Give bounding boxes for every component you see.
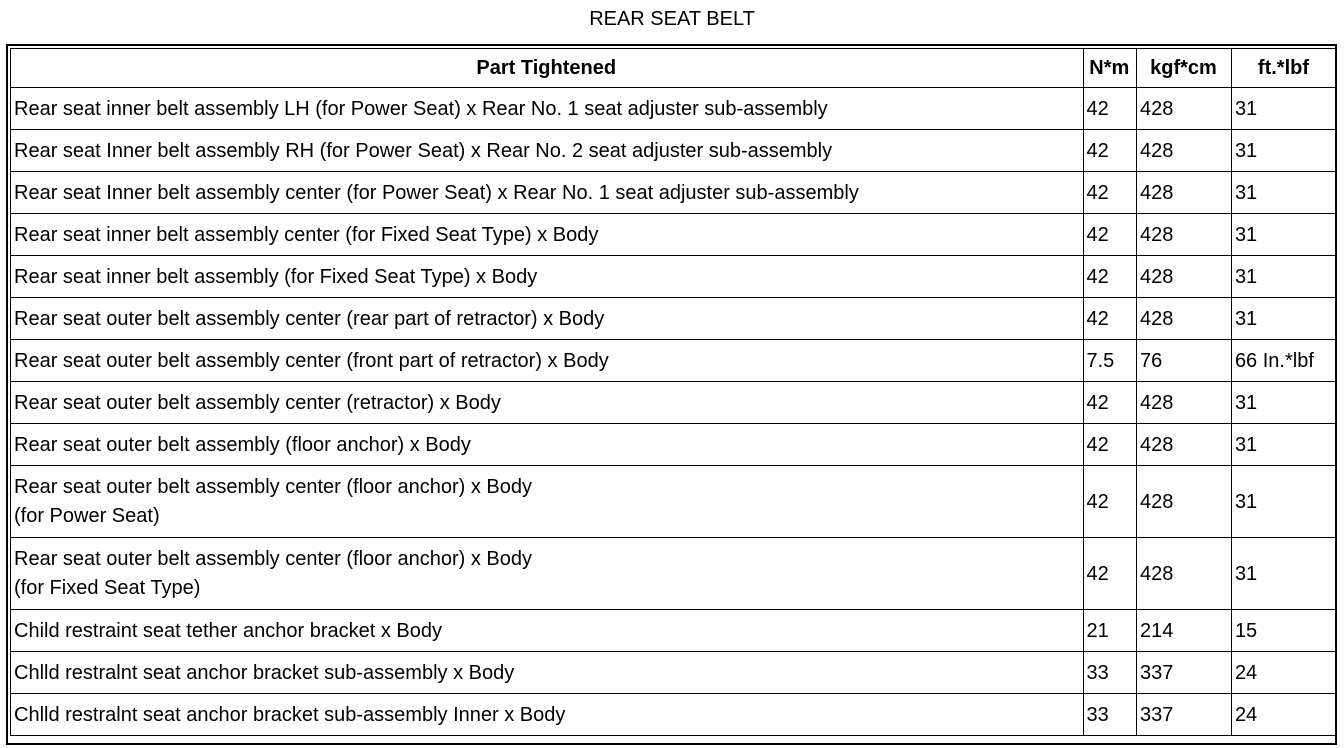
part-cell: Rear seat inner belt assembly center (for Fixed Seat Type) x Body — [11, 214, 1084, 256]
ft-cell: 31 — [1231, 424, 1336, 466]
ft-cell: 24 — [1231, 694, 1336, 736]
part-cell: Child restraint seat tether anchor bracket x Body — [11, 610, 1084, 652]
ft-cell: 31 — [1231, 382, 1336, 424]
table-row — [11, 652, 1337, 694]
kgf-cell: 428 — [1137, 424, 1232, 466]
part-line-2: (for Power Seat) — [14, 504, 160, 527]
kgf-cell: 428 — [1137, 214, 1232, 256]
kgf-cell: 428 — [1137, 382, 1232, 424]
part-cell: Rear seat outer belt assembly (floor anchor) x Body — [11, 424, 1084, 466]
nm-cell: 42 — [1083, 256, 1137, 298]
table-row — [11, 466, 1337, 538]
part-line-1: Rear seat outer belt assembly center (floor anchor) x Body — [14, 475, 533, 498]
part-cell: Chlld restralnt seat anchor bracket sub-assembly x Body — [11, 652, 1084, 694]
nm-cell: 33 — [1083, 694, 1137, 736]
ft-cell: 31 — [1231, 88, 1336, 130]
nm-cell: 42 — [1083, 88, 1137, 130]
part-line-1: Rear seat outer belt assembly center (floor anchor) x Body — [14, 547, 533, 570]
header-kgf: kgf*cm — [1137, 49, 1232, 88]
ft-cell: 66 In.*lbf — [1231, 340, 1336, 382]
table-row — [11, 340, 1337, 382]
kgf-cell: 428 — [1137, 88, 1232, 130]
part-cell: Rear seat outer belt assembly center (front part of retractor) x Body — [11, 340, 1084, 382]
kgf-cell: 428 — [1137, 466, 1232, 538]
nm-cell: 21 — [1083, 610, 1137, 652]
ft-cell: 31 — [1231, 214, 1336, 256]
table-row — [11, 694, 1337, 736]
kgf-cell: 428 — [1137, 130, 1232, 172]
table-row — [11, 382, 1337, 424]
nm-cell: 42 — [1083, 382, 1137, 424]
kgf-cell: 337 — [1137, 694, 1232, 736]
ft-cell: 31 — [1231, 172, 1336, 214]
table-row — [11, 256, 1337, 298]
part-cell: Rear seat inner belt assembly LH (for Power Seat) x Rear No. 1 seat adjuster sub-assembly — [11, 88, 1084, 130]
nm-cell: 33 — [1083, 652, 1137, 694]
table-row — [11, 88, 1337, 130]
table-row — [11, 214, 1337, 256]
header-nm: N*m — [1083, 49, 1137, 88]
ft-cell: 31 — [1231, 130, 1336, 172]
part-line-2: (for Fixed Seat Type) — [14, 576, 201, 599]
ft-cell: 31 — [1231, 538, 1336, 610]
table-row — [11, 172, 1337, 214]
nm-cell: 42 — [1083, 466, 1137, 538]
part-cell — [11, 538, 1084, 610]
kgf-cell: 337 — [1137, 652, 1232, 694]
part-cell — [11, 466, 1084, 538]
ft-cell: 31 — [1231, 298, 1336, 340]
nm-cell: 42 — [1083, 214, 1137, 256]
nm-cell: 7.5 — [1083, 340, 1137, 382]
part-cell: Chlld restralnt seat anchor bracket sub-assembly Inner x Body — [11, 694, 1084, 736]
kgf-cell: 428 — [1137, 256, 1232, 298]
kgf-cell: 428 — [1137, 538, 1232, 610]
torque-table — [10, 48, 1337, 736]
ft-cell: 24 — [1231, 652, 1336, 694]
nm-cell: 42 — [1083, 538, 1137, 610]
kgf-cell: 428 — [1137, 172, 1232, 214]
table-row — [11, 610, 1337, 652]
ft-cell: 31 — [1231, 466, 1336, 538]
table-row — [11, 538, 1337, 610]
part-cell: Rear seat Inner belt assembly center (for Power Seat) x Rear No. 1 seat adjuster sub-assembly — [11, 172, 1084, 214]
nm-cell: 42 — [1083, 298, 1137, 340]
part-cell: Rear seat outer belt assembly center (retractor) x Body — [11, 382, 1084, 424]
part-cell: Rear seat outer belt assembly center (rear part of retractor) x Body — [11, 298, 1084, 340]
nm-cell: 42 — [1083, 172, 1137, 214]
part-cell: Rear seat inner belt assembly (for Fixed Seat Type) x Body — [11, 256, 1084, 298]
nm-cell: 42 — [1083, 424, 1137, 466]
kgf-cell: 214 — [1137, 610, 1232, 652]
table-row — [11, 298, 1337, 340]
kgf-cell: 76 — [1137, 340, 1232, 382]
kgf-cell: 428 — [1137, 298, 1232, 340]
header-ft: ft.*lbf — [1231, 49, 1336, 88]
table-header-row — [11, 49, 1337, 88]
nm-cell: 42 — [1083, 130, 1137, 172]
ft-cell: 31 — [1231, 256, 1336, 298]
table-row — [11, 424, 1337, 466]
header-part: Part Tightened — [11, 49, 1084, 88]
part-cell: Rear seat Inner belt assembly RH (for Power Seat) x Rear No. 2 seat adjuster sub-assembly — [11, 130, 1084, 172]
table-row — [11, 130, 1337, 172]
page-title: REAR SEAT BELT — [589, 8, 755, 30]
ft-cell: 15 — [1231, 610, 1336, 652]
